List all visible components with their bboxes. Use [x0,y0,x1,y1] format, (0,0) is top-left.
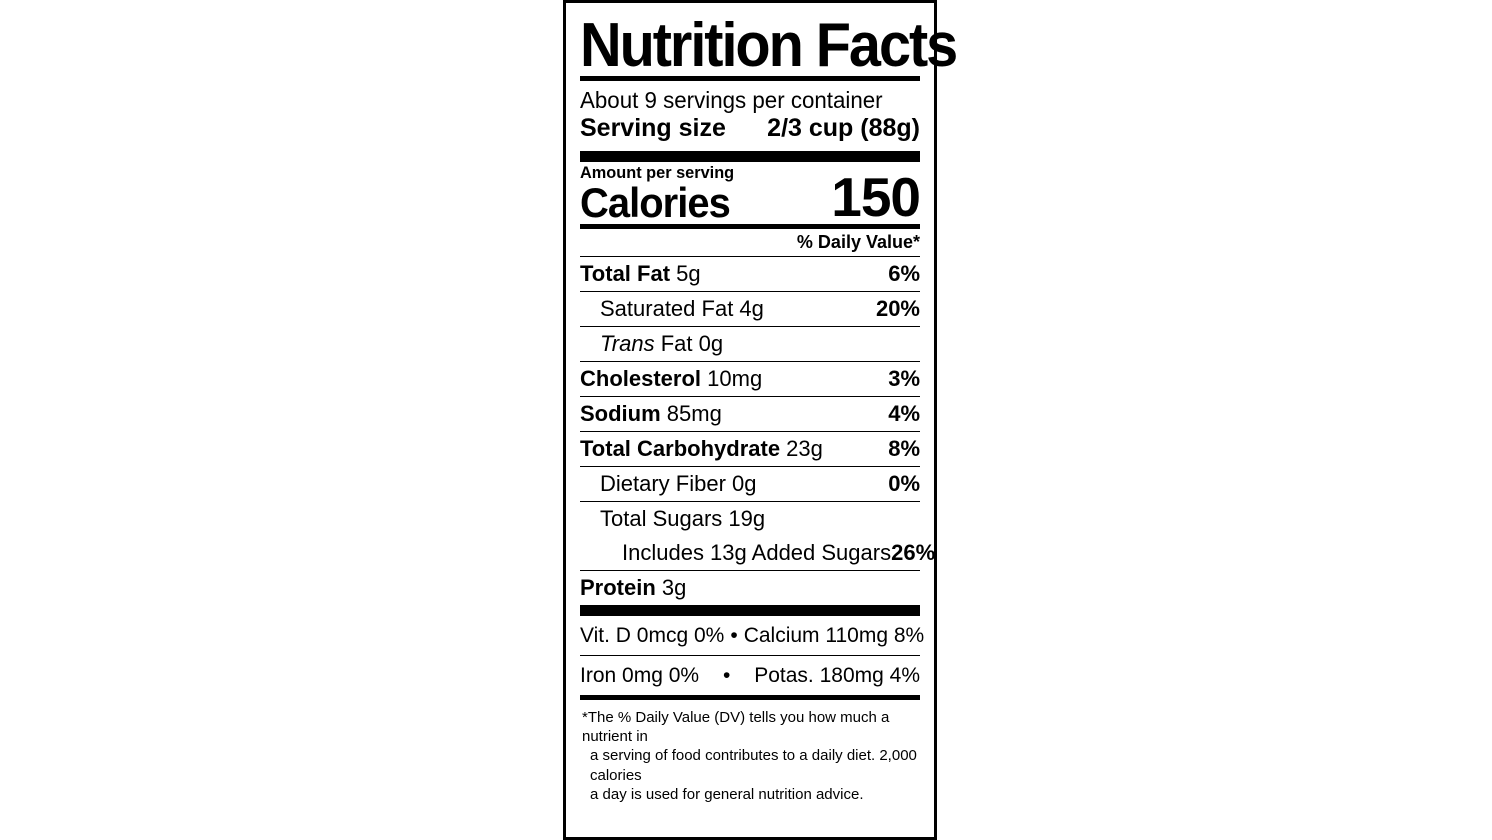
nutrient-amount-protein: 3g [655,575,687,601]
nutrient-row-total-carbohydrate [580,432,920,466]
micronutrient-separator-2: • [722,664,731,688]
nutrient-label-protein [580,577,686,599]
nutrient-label-dietary-fiber: Dietary Fiber 0g [600,471,757,497]
nutrient-percent-cholesterol: 3% [888,366,920,392]
micronutrient-vitamin-d: Vit. D 0mcg 0% [580,624,725,648]
nutrient-row-sodium [580,397,920,431]
micronutrient-separator-1: • [730,624,738,648]
nutrient-row-dietary-fiber [580,467,920,501]
nutrient-label-saturated-fat: Saturated Fat 4g [600,296,764,322]
nutrient-percent-total-carbohydrate: 8% [888,436,920,462]
nutrient-label-sodium [580,403,722,425]
footnote-line-3: a day is used for general nutrition advice. [590,785,864,803]
micronutrient-row-1 [580,616,925,655]
serving-size-label: Serving size [580,114,726,143]
nutrient-percent-saturated-fat: 20% [875,296,920,322]
micronutrient-row-2 [580,656,920,695]
nutrient-italic-trans: Trans [600,331,655,357]
nutrient-name-sodium: Sodium [580,401,661,427]
nutrient-name-total-carbohydrate: Total Carbohydrate [580,436,781,462]
nutrient-label-total-sugars: Total Sugars 19g [600,506,766,532]
nutrient-label-added-sugars: Includes 13g Added Sugars [622,540,892,566]
nutrient-amount-trans-fat: Fat 0g [660,331,724,357]
nutrient-percent-added-sugars: 26% [891,540,936,566]
calories-block [580,162,920,228]
nutrient-row-cholesterol [580,362,920,396]
nutrient-percent-sodium: 4% [888,401,920,427]
nutrient-name-protein: Protein [580,575,656,601]
nutrition-facts-panel [563,0,957,840]
nutrient-amount-cholesterol: 10mg [701,366,763,392]
daily-value-header: % Daily Value* [796,232,920,253]
serving-size-row [580,114,920,143]
nutrient-row-protein [580,571,920,605]
nutrient-name-total-fat: Total Fat [580,261,671,287]
micronutrient-potassium: Potas. 180mg 4% [754,664,920,688]
nutrient-amount-sodium: 85mg [660,401,722,427]
nutrient-label-trans-fat [600,333,723,355]
divider-above-calories [580,151,920,162]
serving-size-value: 2/3 cup (88g) [767,114,920,143]
nutrient-amount-total-carbohydrate: 23g [780,436,823,462]
nutrient-row-total-fat [580,257,920,291]
micronutrient-iron: Iron 0mg 0% [580,664,700,688]
nutrient-row-trans-fat [580,327,920,361]
nutrient-row-added-sugars [580,536,936,570]
nutrient-amount-total-fat: 5g [670,261,701,287]
footnote-line-1: *The % Daily Value (DV) tells you how much a nutrient in [582,709,890,746]
divider-above-micronutrients [580,605,920,616]
nutrient-row-total-sugars [580,502,920,536]
calories-left [580,164,741,225]
calories-value: 150 [831,165,920,228]
servings-per-container: About 9 servings per container [580,86,883,113]
amount-per-serving-label: Amount per serving [580,162,735,182]
nutrient-label-total-carbohydrate [580,438,823,460]
nutrient-percent-dietary-fiber: 0% [888,471,920,497]
nutrient-row-saturated-fat [580,292,920,326]
daily-value-footnote [580,700,920,804]
micronutrient-calcium: Calcium 110mg 8% [743,624,925,648]
nutrient-label-cholesterol [580,368,762,390]
page-title: Nutrition Facts [580,11,957,80]
nutrient-percent-total-fat: 6% [888,261,920,287]
nutrient-label-total-fat [580,263,701,285]
footnote-line-2: a serving of food contributes to a daily diet. 2,000 calories [590,747,917,784]
nutrient-name-cholesterol: Cholesterol [580,366,702,392]
calories-label: Calories [580,179,730,227]
